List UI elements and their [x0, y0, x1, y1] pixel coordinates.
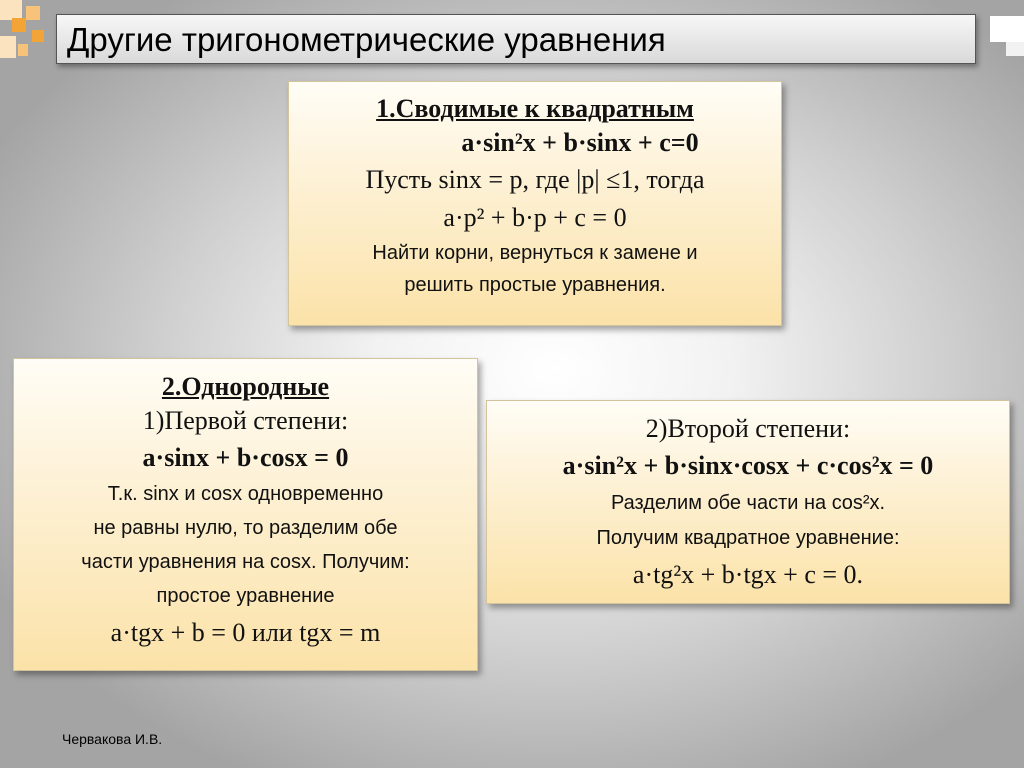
reducible-to-quadratic-box: [288, 81, 782, 326]
box1-instruction-line2: решить простые уравнения.: [404, 274, 666, 296]
homogeneous-first-degree-box: [13, 358, 478, 671]
box2-explanation-line2: не равны нулю, то разделим обе: [93, 517, 398, 539]
deco-square: [1006, 42, 1024, 56]
box3-instruction-line2: Получим квадратное уравнение:: [596, 527, 900, 549]
corner-decoration-top-right: [980, 0, 1024, 60]
deco-square: [32, 30, 44, 42]
deco-square: [990, 16, 1024, 42]
box2-explanation-line4: простое уравнение: [156, 585, 335, 607]
slide-title: Другие тригонометрические уравнения: [67, 21, 666, 58]
box3-instruction-line1: Разделим обе части на cos²x.: [610, 492, 886, 514]
box2-explanation-line1: Т.к. sinx и cosx одновременно: [107, 483, 384, 505]
author-footer: Червакова И.В.: [62, 731, 163, 747]
box1-instruction-line1: Найти корни, вернуться к замене и: [372, 242, 698, 264]
deco-square: [18, 44, 28, 56]
box1-heading: 1.Сводимые к квадратным: [376, 94, 694, 123]
box2-result: a·tgx + b = 0 или tgx = m: [110, 618, 381, 647]
corner-decoration-top-left: [0, 0, 60, 60]
box3-formula: a·sin²x + b·sinx·cosx + c·cos²x = 0: [562, 451, 934, 480]
box3-subheading: 2)Второй степени:: [645, 414, 851, 443]
box2-heading: 2.Однородные: [161, 372, 330, 401]
title-bar: [56, 14, 976, 64]
box3-result: a·tg²x + b·tgx + c = 0.: [632, 560, 864, 589]
box2-formula: a·sinx + b·cosx = 0: [142, 443, 349, 472]
box2-explanation-line3: части уравнения на cosx. Получим:: [81, 551, 410, 573]
box2-subheading: 1)Первой степени:: [142, 406, 349, 435]
homogeneous-second-degree-box: [486, 400, 1010, 604]
box1-formula: a·sin²x + b·sinx + c=0: [461, 128, 699, 157]
box1-quadratic: a·p² + b·p + c = 0: [443, 203, 627, 232]
deco-square: [26, 6, 40, 20]
deco-square: [0, 0, 22, 20]
box1-substitution: Пусть sinx = p, где |p| ≤1, тогда: [365, 165, 705, 194]
deco-square: [0, 36, 16, 58]
deco-square: [12, 18, 26, 32]
